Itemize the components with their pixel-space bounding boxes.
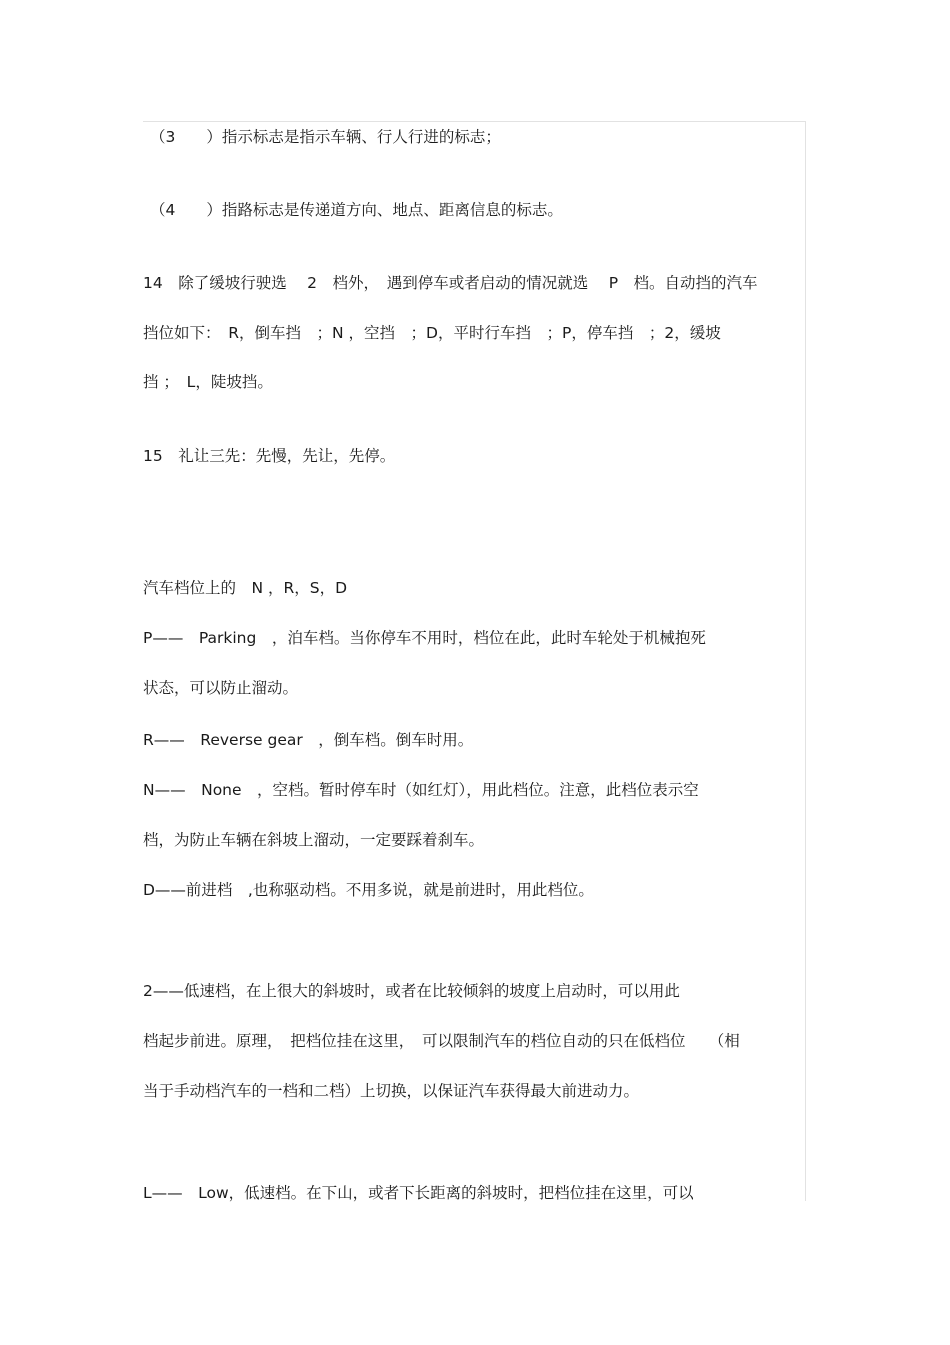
- text-line-gear-p: P—— Parking ，泊车档。当你停车不用时，档位在此，此时车轮处于机械抱死: [143, 629, 706, 647]
- page-frame-top: [143, 121, 806, 122]
- text-line-gear-2-end: 当于手动档汽车的一档和二档）上切换，以保证汽车获得最大前进动力。: [143, 1082, 640, 1100]
- text-line-gear-p-cont: 状态，可以防止溜动。: [143, 679, 299, 697]
- text-line-sign-direction: （4 ）指路标志是传递道方向、地点、距离信息的标志。: [150, 201, 563, 219]
- text-line-gear-2-cont: 档起步前进。原理， 把档位挂在这里， 可以限制汽车的档位自动的只在低档位 （相: [143, 1032, 740, 1050]
- text-line-gear-d: D——前进档 ,也称驱动档。不用多说，就是前进时，用此档位。: [143, 881, 594, 899]
- text-line-gear-heading: 汽车档位上的 N ，R，S，D: [143, 579, 348, 597]
- text-line-gear-list: 挡位如下： R，倒车挡 ；N ，空挡 ；D，平时行车挡 ；P，停车挡 ；2，缓坡: [143, 324, 721, 342]
- text-line-item-14: 14 除了缓坡行驶选 2 档外， 遇到停车或者启动的情况就选 P 档。自动挡的汽车: [143, 274, 758, 292]
- text-line-gear-list-end: 挡 ； L，陡坡挡。: [143, 373, 273, 391]
- text-line-gear-n: N—— None ，空档。暂时停车时（如红灯），用此档位。注意，此档位表示空: [143, 781, 699, 799]
- text-line-item-15: 15 礼让三先：先慢，先让，先停。: [143, 447, 396, 465]
- text-line-sign-indication: （3 ）指示标志是指示车辆、行人行进的标志；: [150, 128, 501, 146]
- text-line-gear-l: L—— Low，低速档。在下山，或者下长距离的斜坡时，把档位挂在这里，可以: [143, 1184, 694, 1202]
- text-line-gear-n-cont: 档，为防止车辆在斜坡上溜动，一定要踩着刹车。: [143, 831, 485, 849]
- text-line-gear-r: R—— Reverse gear ，倒车档。倒车时用。: [143, 731, 474, 749]
- text-line-gear-2: 2——低速档，在上很大的斜坡时，或者在比较倾斜的坡度上启动时，可以用此: [143, 982, 680, 1000]
- page-frame-right: [805, 121, 806, 1201]
